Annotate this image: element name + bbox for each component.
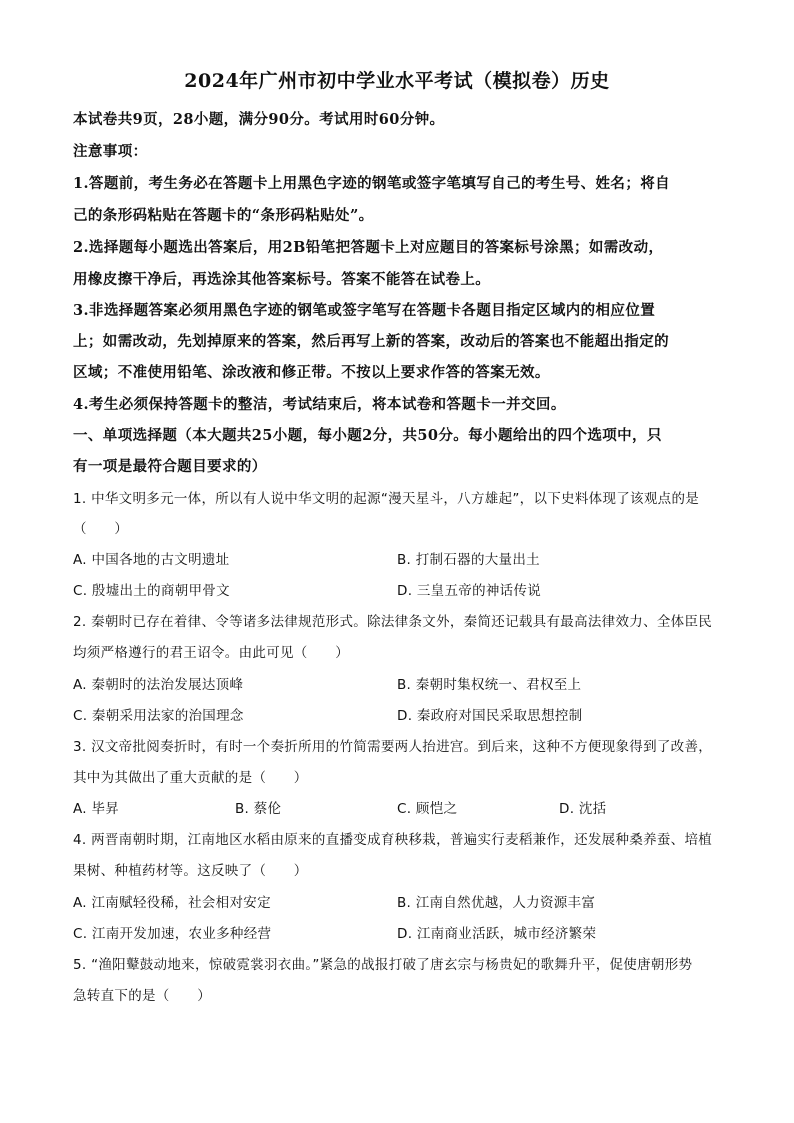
note-line: 4.考生必须保持答题卡的整洁，考试结束后，将本试卷和答题卡一并交回。 — [73, 396, 566, 413]
question-stem: 1. 中华文明多元一体，所以有人说中华文明的起源“漫天星斗，八方雄起”，以下史料体现了该观点的是 — [73, 491, 700, 507]
option-d: D. 三皇五帝的神话传说 — [397, 583, 542, 599]
option-d: D. 秦政府对国民采取思想控制 — [397, 708, 583, 724]
option-c: C. 顾恺之 — [397, 801, 458, 817]
question-stem: 5. “渔阳鼙鼓动地来，惊破霓裳羽衣曲。”紧急的战报打破了唐玄宗与杨贵妃的歌舞升平，促使唐朝形势 — [73, 957, 693, 973]
option-b: B. 江南自然优越，人力资源丰富 — [397, 895, 596, 911]
option-d: D. 沈括 — [559, 801, 607, 817]
option-a: A. 秦朝时的法治发展达顶峰 — [73, 677, 244, 693]
option-b: B. 打制石器的大量出土 — [397, 552, 540, 568]
option-b: B. 秦朝时集权统一、君权至上 — [397, 677, 582, 693]
note-line: 上；如需改动，先划掉原来的答案，然后再写上新的答案，改动后的答案也不能超出指定的 — [73, 333, 669, 350]
option-c: C. 江南开发加速，农业多种经营 — [73, 926, 272, 942]
question-stem: （ ） — [73, 521, 129, 537]
question-stem: 均须严格遵行的君王诏令。由此可见（ ） — [73, 645, 349, 661]
section-heading: 一、单项选择题（本大题共25小题，每小题2分，共50分。每小题给出的四个选项中，只 — [73, 427, 662, 444]
option-b: B. 蔡伦 — [235, 801, 282, 817]
question-stem: 急转直下的是（ ） — [73, 988, 211, 1004]
option-d: D. 江南商业活跃，城市经济繁荣 — [397, 926, 597, 942]
question-stem: 3. 汉文帝批阅奏折时，有时一个奏折所用的竹简需要两人抬进宫。到后来，这种不方便现象得到了改善， — [73, 739, 713, 755]
question-stem: 4. 两晋南朝时期，江南地区水稻由原来的直播变成育秧移栽，普遍实行麦稻兼作，还发展种桑养蚕、培植 — [73, 832, 713, 848]
note-line: 区域；不准使用铅笔、涂改液和修正带。不按以上要求作答的答案无效。 — [73, 364, 550, 381]
note-line: 2.选择题每小题选出答案后，用2B铅笔把答题卡上对应题目的答案标号涂黑；如需改动， — [73, 239, 664, 256]
exam-intro: 本试卷共9页，28小题，满分90分。考试用时60分钟。 — [73, 111, 445, 128]
question-stem: 果树、种植药材等。这反映了（ ） — [73, 863, 308, 879]
option-c: C. 秦朝采用法家的治国理念 — [73, 708, 244, 724]
note-line: 1.答题前，考生务必在答题卡上用黑色字迹的钢笔或签字笔填写自己的考生号、姓名；将自 — [73, 175, 671, 192]
option-a: A. 毕昇 — [73, 801, 120, 817]
notes-heading: 注意事项： — [73, 143, 148, 160]
option-a: A. 中国各地的古文明遗址 — [73, 552, 230, 568]
option-c: C. 殷墟出土的商朝甲骨文 — [73, 583, 230, 599]
question-stem: 2. 秦朝时已存在着律、令等诸多法律规范形式。除法律条文外，秦简还记载具有最高法律效力、全体臣民 — [73, 614, 713, 630]
note-line: 3.非选择题答案必须用黑色字迹的钢笔或签字笔写在答题卡各题目指定区域内的相应位置 — [73, 302, 656, 319]
note-line: 己的条形码粘贴在答题卡的“条形码粘贴处”。 — [73, 207, 374, 224]
exam-title: 2024年广州市初中学业水平考试（模拟卷）历史 — [184, 70, 610, 92]
note-line: 用橡皮擦干净后，再选涂其他答案标号。答案不能答在试卷上。 — [73, 271, 491, 288]
section-heading: 有一项是最符合题目要求的） — [73, 458, 267, 475]
option-a: A. 江南赋轻役稀，社会相对安定 — [73, 895, 271, 911]
question-stem: 其中为其做出了重大贡献的是（ ） — [73, 770, 308, 786]
